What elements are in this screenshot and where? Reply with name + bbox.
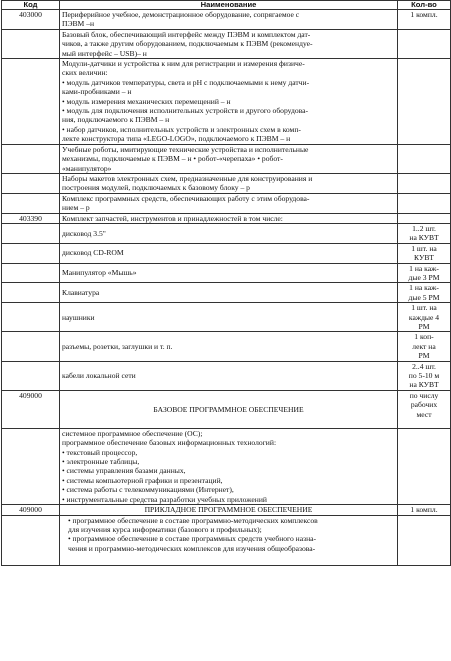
description-line: программное обеспечение базовых информационных технологий: — [62, 438, 277, 448]
row-code: 403000 — [2, 10, 60, 30]
description-line: «манипулятор» — [62, 163, 112, 173]
row-code: 409000 — [2, 505, 60, 515]
description-line: построения модулей, подключаемых к базовому блоку – р — [62, 183, 250, 193]
table-row — [2, 223, 451, 243]
description-line: Наборы макетов электронных схем, предназначенные для конструирования и — [62, 173, 313, 183]
quantity-line: 1 на каж- — [409, 263, 439, 273]
row-quantity — [398, 223, 451, 243]
quantity-line: лект на — [412, 341, 436, 351]
quantity-line: 1 на каж- — [409, 283, 439, 293]
row-code — [2, 173, 60, 193]
row-description — [60, 505, 398, 515]
row-code — [2, 263, 60, 283]
quantity-line: 1 шт. на — [411, 243, 437, 253]
table-row — [2, 361, 451, 390]
description-line: • программное обеспечение в составе программных средств учебного назна- — [68, 534, 317, 544]
row-code — [2, 144, 60, 173]
table-row — [2, 283, 451, 303]
header-name: Наименование — [60, 1, 398, 10]
row-description — [60, 332, 398, 361]
row-quantity: 1 компл. — [398, 10, 451, 30]
row-code — [2, 223, 60, 243]
row-description — [60, 59, 398, 145]
description-line: чиков, а также другим оборудованием, подключаемым к ПЭВМ (рекомендуе- — [62, 39, 313, 49]
quantity-line: РМ — [418, 322, 430, 331]
description-line: кабели локальной сети — [62, 371, 136, 381]
row-description — [60, 29, 398, 58]
description-line: дисковод CD-ROM — [62, 248, 124, 258]
row-code — [2, 243, 60, 263]
quantity-line: мест — [416, 409, 432, 419]
description-line: Базовый блок, обеспечивающий интерфейс между ПЭВМ и комплектом дат- — [62, 29, 311, 39]
row-quantity — [398, 390, 451, 428]
description-line: Клавиатура — [62, 288, 100, 298]
description-line: ПЭВМ –н — [62, 19, 95, 29]
row-quantity — [398, 428, 451, 504]
quantity-line: по 5-10 м — [408, 371, 440, 381]
table-row — [2, 29, 451, 58]
description-line: • система работы с телекоммуникациями (Интернет), — [62, 485, 234, 495]
row-code: 409000 — [2, 390, 60, 428]
table-row — [2, 10, 451, 30]
row-description — [60, 10, 398, 30]
row-description — [60, 144, 398, 173]
row-description — [60, 263, 398, 283]
description-line: Комплекс программных средств, обеспечивающих работу с этим оборудова- — [62, 193, 310, 203]
row-quantity — [398, 515, 451, 565]
row-quantity — [398, 173, 451, 193]
table-row — [2, 243, 451, 263]
equipment-table — [1, 0, 451, 566]
table-row — [2, 144, 451, 173]
row-code — [2, 515, 60, 565]
description-line: • системы управления базами данных, — [62, 466, 186, 476]
row-quantity — [398, 213, 451, 223]
description-line: • инструментальные средства разработки учебных приложений — [62, 494, 267, 504]
row-description — [60, 213, 398, 223]
description-line: • модуль измерения механических перемещений – н — [62, 96, 231, 106]
header-code: Код — [2, 1, 60, 10]
description-line: БАЗОВОЕ ПРОГРАММНОЕ ОБЕСПЕЧЕНИЕ — [153, 404, 304, 414]
row-code — [2, 193, 60, 213]
row-quantity: 1 компл. — [398, 505, 451, 515]
description-line: ских величин: — [62, 68, 108, 78]
row-code — [2, 283, 60, 303]
description-line: системное программное обеспечение (ОС); — [62, 428, 203, 438]
quantity-line: РМ — [418, 351, 430, 361]
description-line: • модуль для подключения исполнительных устройств и другого оборудова- — [62, 106, 309, 116]
quantity-line: каждые 4 — [408, 312, 440, 322]
table-row — [2, 263, 451, 283]
description-line: Комплект запчастей, инструментов и принадлежностей в том числе: — [62, 213, 283, 223]
row-quantity — [398, 283, 451, 303]
quantity-line: 1 коп- — [414, 332, 434, 342]
row-description — [60, 361, 398, 390]
quantity-line: по числу — [409, 390, 439, 400]
description-line: • электронные таблицы, — [62, 457, 140, 467]
quantity-line: на КУВТ — [409, 380, 439, 390]
description-line: • системы компьютерной графики и презентаций, — [62, 475, 223, 485]
description-line: • набор датчиков, исполнительных устройств и электронных схем в комп- — [62, 124, 301, 134]
description-line: Учебные роботы, имитирующие технические устройства и исполнительные — [62, 144, 309, 154]
row-code — [2, 59, 60, 145]
row-quantity — [398, 144, 451, 173]
table-body — [2, 10, 451, 566]
description-line: нием – р — [62, 203, 90, 213]
quantity-line: 1..2 шт. — [412, 223, 436, 233]
row-description — [60, 428, 398, 504]
row-quantity — [398, 59, 451, 145]
quantity-line: 2..4 шт. — [412, 361, 436, 371]
description-line: для изучения курса информатики (базового и профильных); — [68, 524, 262, 534]
table-row — [2, 515, 451, 565]
row-quantity — [398, 193, 451, 213]
description-line: ками-пробниками – н — [62, 87, 132, 97]
description-line: ния, подключаемого к ПЭВМ – н — [62, 115, 170, 125]
row-code — [2, 428, 60, 504]
row-quantity — [398, 303, 451, 332]
table-row — [2, 390, 451, 428]
description-line: • модуль датчиков температуры, света и pH с подключаемыми к нему датчи- — [62, 77, 310, 87]
description-line: дисковод 3.5" — [62, 228, 106, 238]
quantity-line: на КУВТ — [409, 233, 439, 243]
table-row — [2, 428, 451, 504]
description-line: наушники — [62, 312, 95, 322]
row-quantity — [398, 361, 451, 390]
row-description — [60, 283, 398, 303]
description-line: • программное обеспечение в составе программно-методических комплексов — [68, 515, 318, 525]
row-quantity — [398, 243, 451, 263]
description-line: Периферийное учебное, демонстрационное оборудование, сопрягаемое с — [62, 10, 300, 19]
row-code — [2, 29, 60, 58]
row-description — [60, 193, 398, 213]
row-description — [60, 243, 398, 263]
quantity-line: рабочих — [410, 400, 438, 410]
row-description — [60, 173, 398, 193]
quantity-line: 1 шт. на — [411, 303, 437, 313]
description-line: • текстовый процессор, — [62, 447, 138, 457]
row-quantity — [398, 29, 451, 58]
table-row — [2, 213, 451, 223]
description-line: мый интерфейс – USB)– н — [62, 48, 147, 58]
row-description — [60, 390, 398, 428]
row-description — [60, 223, 398, 243]
description-line: Модули-датчики и устройства к ним для регистрации и измерения физиче- — [62, 59, 305, 69]
table-header-row — [2, 1, 451, 10]
row-quantity — [398, 332, 451, 361]
quantity-line: КУВТ — [414, 253, 434, 263]
quantity-line: дые 3 РМ — [408, 272, 440, 282]
row-quantity — [398, 263, 451, 283]
description-line: Манипулятор «Мышь» — [62, 268, 137, 278]
table-row — [2, 193, 451, 213]
row-code — [2, 361, 60, 390]
table-row — [2, 59, 451, 145]
table-row — [2, 505, 451, 515]
header-qty: Кол-во — [398, 1, 451, 10]
description-line: чения и программно-методических комплексов для изучения общеобразова- — [68, 543, 316, 553]
row-description — [60, 515, 398, 565]
quantity-line: дые 5 РМ — [408, 292, 440, 302]
row-code: 403390 — [2, 213, 60, 223]
row-code — [2, 303, 60, 332]
table-row — [2, 303, 451, 332]
description-line: разъемы, розетки, заглушки и т. п. — [62, 341, 173, 351]
table-row — [2, 332, 451, 361]
description-line: лекте конструктора типа «LEGO-LOGO», подключаемого к ПЭВМ – н — [62, 134, 291, 144]
description-line: ПРИКЛАДНОЕ ПРОГРАММНОЕ ОБЕСПЕЧЕНИЕ — [144, 505, 313, 515]
table-row — [2, 173, 451, 193]
row-code — [2, 332, 60, 361]
row-description — [60, 303, 398, 332]
description-line: механизмы, подключаемые к ПЭВМ – н • робот-«черепаха» • робот- — [62, 154, 283, 164]
